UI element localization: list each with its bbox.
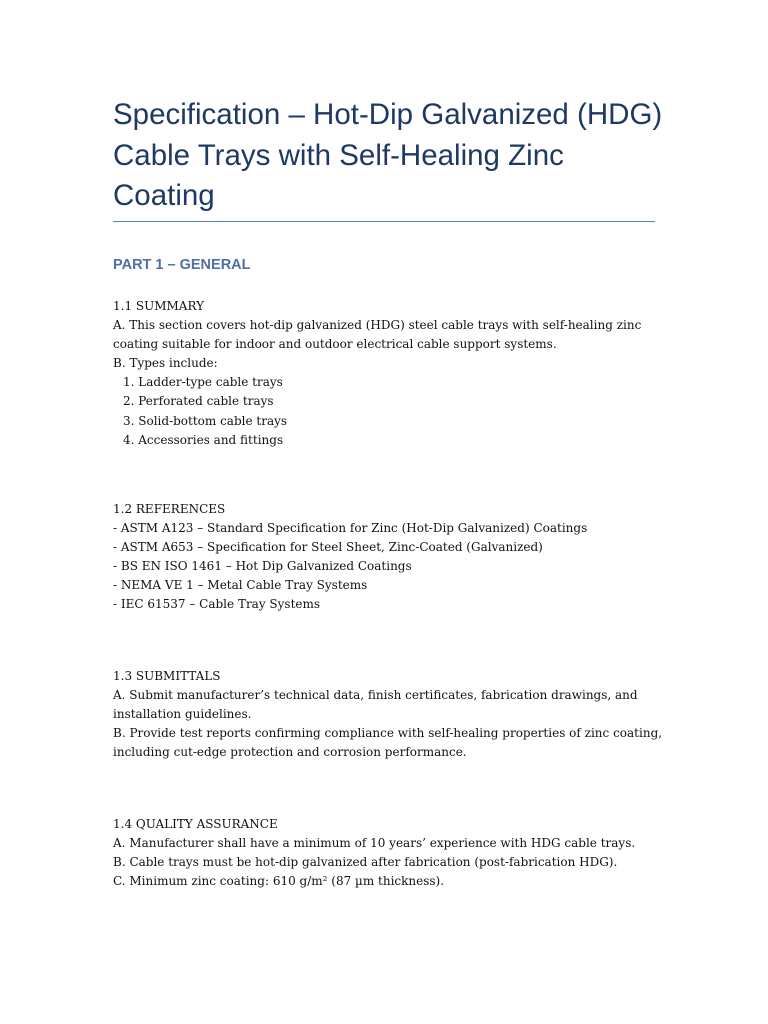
- paragraph-line: B. Types include:: [113, 356, 218, 371]
- reference-item: - ASTM A123 – Standard Specification for Zinc (Hot-Dip Galvanized) Coatings: [113, 521, 588, 536]
- reference-item: - BS EN ISO 1461 – Hot Dip Galvanized Coatings: [113, 559, 412, 574]
- section-submittals: [113, 667, 673, 762]
- paragraph-line: B. Provide test reports confirming compliance with self-healing properties of zinc coating,: [113, 726, 663, 741]
- section-heading: 1.4 QUALITY ASSURANCE: [113, 817, 278, 831]
- paragraph-line: C. Minimum zinc coating: 610 g/m² (87 µm thickness).: [113, 874, 445, 889]
- list-item: 1. Ladder-type cable trays: [123, 375, 283, 390]
- document-title: Specification – Hot-Dip Galvanized (HDG) Cable Trays with Self-Healing Zinc Coating: [113, 98, 663, 212]
- section-heading: 1.1 SUMMARY: [113, 299, 205, 313]
- paragraph-line: A. Manufacturer shall have a minimum of 10 years’ experience with HDG cable trays.: [113, 836, 636, 851]
- section-quality-assurance: [113, 815, 673, 891]
- list-item: 3. Solid-bottom cable trays: [123, 413, 288, 428]
- reference-item: - IEC 61537 – Cable Tray Systems: [113, 597, 321, 612]
- paragraph-line: installation guidelines.: [113, 707, 252, 722]
- paragraph-line: including cut-edge protection and corrosion performance.: [113, 745, 467, 760]
- paragraph-line: A. Submit manufacturer’s technical data, finish certificates, fabrication drawings, and: [113, 688, 638, 703]
- section-references: [113, 500, 673, 615]
- section-heading: 1.2 REFERENCES: [113, 502, 226, 516]
- section-heading: 1.3 SUBMITTALS: [113, 669, 221, 683]
- reference-item: - NEMA VE 1 – Metal Cable Tray Systems: [113, 578, 368, 593]
- title-divider: [113, 221, 655, 222]
- list-item: 4. Accessories and fittings: [123, 432, 284, 447]
- paragraph-line: B. Cable trays must be hot-dip galvanized after fabrication (post-fabrication HDG).: [113, 855, 618, 870]
- part-heading: PART 1 – GENERAL: [113, 257, 251, 273]
- paragraph-line: A. This section covers hot-dip galvanized (HDG) steel cable trays with self-healing zinc: [113, 318, 642, 333]
- reference-item: - ASTM A653 – Specification for Steel Sheet, Zinc-Coated (Galvanized): [113, 540, 543, 555]
- paragraph-line: coating suitable for indoor and outdoor electrical cable support systems.: [113, 337, 557, 352]
- section-summary: [113, 297, 673, 450]
- list-item: 2. Perforated cable trays: [123, 394, 274, 409]
